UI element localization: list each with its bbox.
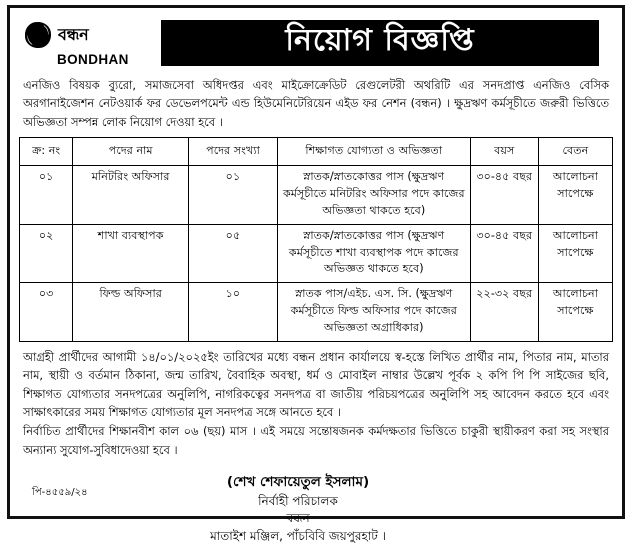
- banner-title: নিয়োগ বিজ্ঞপ্তি: [161, 20, 599, 66]
- table-header-row: [20, 138, 613, 166]
- signature-block: [19, 473, 613, 545]
- cell-post-count: ১০: [188, 283, 277, 341]
- document-header: [19, 14, 613, 72]
- cell-salary: আলোচনা সাপেক্ষে: [538, 166, 612, 224]
- brand-block: [23, 20, 155, 67]
- cell-qualification: স্নাতক পাস/এইচ. এস. সি. (ক্ষুদ্রঋণ কর্মসূচীতে ফিল্ড অফিসার পদে কাজের অভিজ্ঞতা অগ্রাধিকার): [277, 283, 470, 341]
- cell-qualification: স্নাতক/স্নাতকোত্তর পাস (ক্ষুদ্রঋণ কর্মসূচীতে শাখা ব্যবস্থাপক পদে কাজের অভিজ্ঞত থাকতে হবে): [277, 224, 470, 282]
- application-instructions: [19, 342, 613, 460]
- cell-salary: আলোচনা সাপেক্ষে: [538, 283, 612, 341]
- bondhan-pinwheel-logo-icon: [23, 20, 53, 50]
- table-row: [20, 166, 613, 224]
- instruction-paragraph-2: নির্বাচিত প্রার্থীদের শিক্ষানবীশ কাল ০৬ (ছয়) মাস । এই সময়ে সন্তোষজনক কর্মদক্ষতার ভিত্তিতে চাকুরী স্থায়ীকরণ করা সহ সংস্থার অন্যান্য সুযোগ-সুবিধাদেওয়া হবে ।: [23, 424, 609, 457]
- cell-serial: ০১: [20, 166, 73, 224]
- signatory-name: (শেখ শেফায়েতুল ইসলাম): [226, 474, 370, 491]
- cell-qualification: স্নাতক/স্নাতকোত্তর পাস (ক্ষুদ্রঋণ কর্মসূচীতে মনিটরিং অফিসার পদে কাজের অভিজ্ঞতা থাকতে হবে): [277, 166, 470, 224]
- signatory-organization: বন্ধন: [286, 511, 310, 526]
- cell-post-count: ০৫: [188, 224, 277, 282]
- cell-age: ৩০-৪৫ বছর: [470, 166, 538, 224]
- cell-post-count: ০১: [188, 166, 277, 224]
- cell-post-name: ফিল্ড অফিসার: [73, 283, 189, 341]
- cell-post-name: শাখা ব্যবস্থাপক: [73, 224, 189, 282]
- instruction-paragraph-1: আগ্রহী প্রার্থীদের আগামী ১৪/০১/২০২৫ইং তারিখের মধ্যে বন্ধন প্রধান কার্যালয়ে স্ব-হস্তে লিখিত প্রার্থীর নাম, পিতার নাম, মাতার নাম, স্থায়ী ও বর্তমান ঠিকানা, জন্ম তারিখ, বৈবাহিক অবস্থা, ধর্ম ও মোবাইল নাম্বার উল্লেখ পূর্বক ২ কপি পি পি সাইজের ছবি, শিক্ষাগত যোগ্যতার সনদপত্রের অনুলিপি, নাগরিকত্বের সনদপত্র বা জাতীয় পরিচয়পত্রের অনুলিপি সহ আবেদন করতে হবে এবং সাক্ষাৎকারের সময় শিক্ষাগত যোগ্যতার মূল সনদপত্র সঙ্গে আনতে হবে ।: [23, 349, 609, 419]
- job-positions-table: [19, 137, 613, 341]
- signatory-address: মাতাইশ মঞ্জিল, পাঁচবিবি জয়পুরহাট ।: [210, 528, 386, 543]
- intro-paragraph: এনজিও বিষয়ক ব্যুরো, সমাজসেবা অধিদপ্তর এবং মাইক্রোক্রেডিট রেগুলেটরী অথরিটি এর সনদপ্রাপ্ত এনজিও বেসিক অরগানাইজেশন নেটওয়ার্ক ফর ডেভেলপমেন্ট এন্ড হিউমেনিটেরিয়েন এইড ফর নেশন (বন্ধন) । ক্ষুদ্রঋণ কর্মসূচীতে জরুরী ভিত্তিতে অভিজ্ঞতা সম্পন্ন লোক নিয়োগ দেওয়া হবে ।: [23, 78, 609, 129]
- reference-number: পি-৪৫৫৯/২৪: [32, 487, 88, 498]
- brand-name-english: BONDHAN: [57, 51, 129, 67]
- column-header-serial: ক্র: নং: [20, 138, 73, 166]
- column-header-salary: বেতন: [538, 138, 612, 166]
- column-header-post-count: পদের সংখ্যা: [188, 138, 277, 166]
- cell-age: ২২-৩২ বছর: [470, 283, 538, 341]
- column-header-post-name: পদের নাম: [73, 138, 189, 166]
- cell-salary: আলোচনা সাপেক্ষে: [538, 224, 612, 282]
- column-header-qualification: শিক্ষাগত যোগ্যতা ও অভিজ্ঞতা: [277, 138, 470, 166]
- table-row: [20, 224, 613, 282]
- document-frame: [7, 5, 625, 543]
- cell-serial: ০৩: [20, 283, 73, 341]
- brand-top-row: [23, 20, 89, 50]
- signature-inner: [210, 473, 386, 545]
- cell-serial: ০২: [20, 224, 73, 282]
- column-header-age: বয়স: [470, 138, 538, 166]
- cell-post-name: মনিটরিং অফিসার: [73, 166, 189, 224]
- signatory-designation: নির্বাহী পরিচালক: [258, 493, 338, 508]
- brand-name-bengali: বন্ধন: [58, 24, 89, 44]
- cell-age: ৩০-৪৫ বছর: [470, 224, 538, 282]
- table-row: [20, 283, 613, 341]
